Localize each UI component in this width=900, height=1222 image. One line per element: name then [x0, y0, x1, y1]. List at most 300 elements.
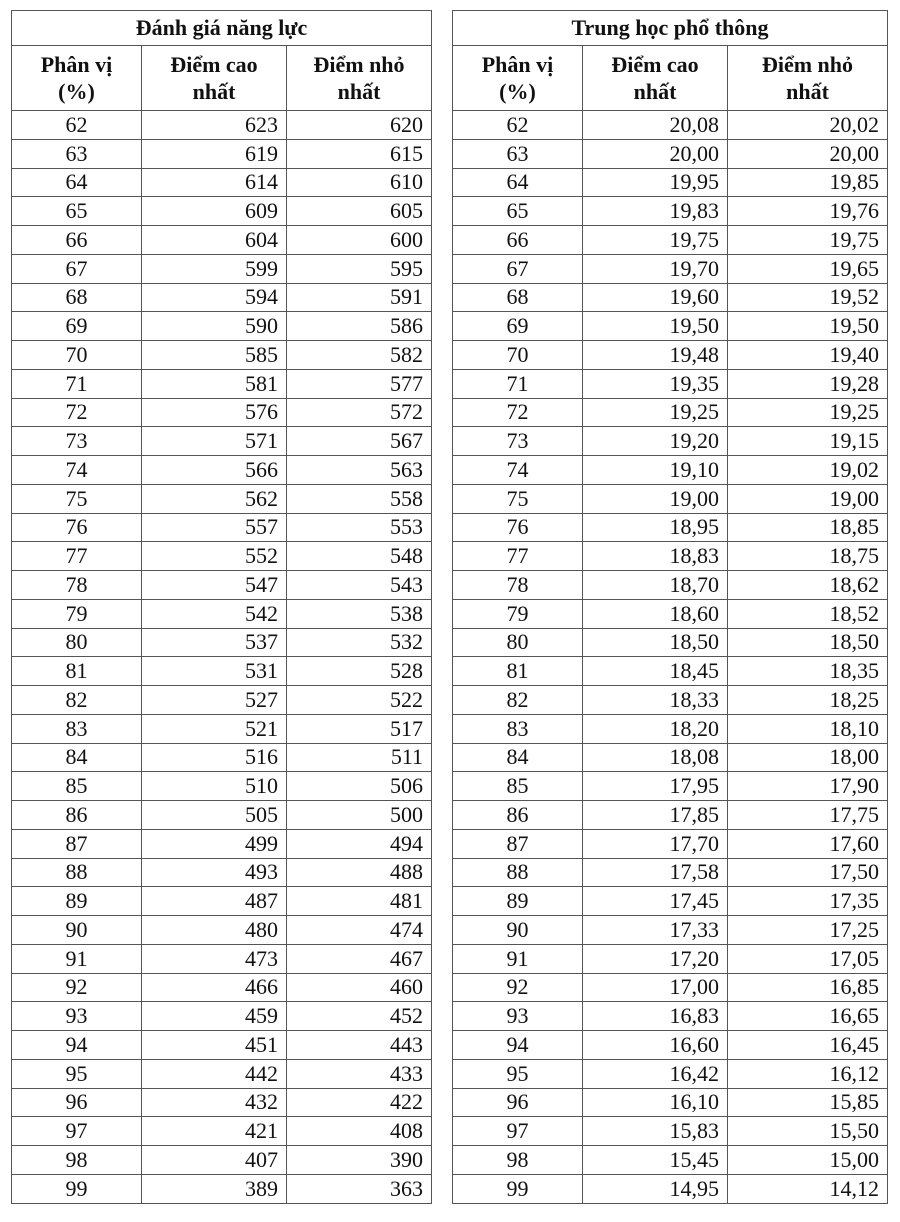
table-row — [12, 1059, 432, 1088]
max-score-cell: 17,20 — [583, 944, 728, 973]
percentile-cell: 69 — [12, 312, 142, 341]
min-score-cell: 548 — [287, 542, 432, 571]
table-row — [453, 139, 888, 168]
min-score-cell: 517 — [287, 714, 432, 743]
table-row — [453, 628, 888, 657]
max-score-cell: 18,20 — [583, 714, 728, 743]
max-score-cell: 15,83 — [583, 1117, 728, 1146]
table-row — [453, 427, 888, 456]
nang-luc-table — [11, 10, 432, 1204]
max-score-cell: 19,48 — [583, 341, 728, 370]
min-score-cell: 553 — [287, 513, 432, 542]
min-score-cell: 18,35 — [728, 657, 888, 686]
table-row — [12, 341, 432, 370]
percentile-cell: 66 — [453, 226, 583, 255]
table-row — [12, 398, 432, 427]
percentile-cell: 87 — [453, 829, 583, 858]
percentile-cell: 79 — [12, 599, 142, 628]
table-row — [453, 484, 888, 513]
max-score-cell: 527 — [142, 686, 287, 715]
min-score-cell: 18,10 — [728, 714, 888, 743]
max-score-cell: 521 — [142, 714, 287, 743]
percentile-cell: 75 — [453, 484, 583, 513]
percentile-cell: 83 — [453, 714, 583, 743]
min-score-cell: 481 — [287, 887, 432, 916]
max-score-cell: 18,33 — [583, 686, 728, 715]
min-score-cell: 18,52 — [728, 599, 888, 628]
min-score-cell: 511 — [287, 743, 432, 772]
min-score-cell: 600 — [287, 226, 432, 255]
percentile-cell: 92 — [12, 973, 142, 1002]
table-row — [12, 283, 432, 312]
percentile-cell: 77 — [453, 542, 583, 571]
min-score-cell: 506 — [287, 772, 432, 801]
percentile-cell: 81 — [12, 657, 142, 686]
min-score-cell: 390 — [287, 1146, 432, 1175]
table-row — [453, 1088, 888, 1117]
max-score-cell: 623 — [142, 111, 287, 140]
table-row — [453, 1002, 888, 1031]
max-score-cell: 19,35 — [583, 369, 728, 398]
max-score-cell: 18,83 — [583, 542, 728, 571]
percentile-cell: 85 — [12, 772, 142, 801]
max-score-cell: 566 — [142, 456, 287, 485]
percentile-cell: 70 — [453, 341, 583, 370]
min-score-cell: 16,12 — [728, 1059, 888, 1088]
min-score-cell: 572 — [287, 398, 432, 427]
percentile-cell: 80 — [453, 628, 583, 657]
max-score-cell: 18,70 — [583, 571, 728, 600]
max-score-cell: 14,95 — [583, 1174, 728, 1203]
table-row — [12, 1117, 432, 1146]
min-score-cell: 443 — [287, 1031, 432, 1060]
max-score-cell: 451 — [142, 1031, 287, 1060]
max-score-cell: 19,20 — [583, 427, 728, 456]
percentile-cell: 88 — [12, 858, 142, 887]
table-row — [12, 801, 432, 830]
table-row — [12, 369, 432, 398]
max-score-cell: 442 — [142, 1059, 287, 1088]
min-score-cell: 620 — [287, 111, 432, 140]
max-score-cell: 585 — [142, 341, 287, 370]
percentile-cell: 99 — [453, 1174, 583, 1203]
max-score-cell: 552 — [142, 542, 287, 571]
min-score-cell: 20,02 — [728, 111, 888, 140]
table-row — [12, 139, 432, 168]
max-score-cell: 18,45 — [583, 657, 728, 686]
max-score-cell: 432 — [142, 1088, 287, 1117]
min-score-cell: 17,90 — [728, 772, 888, 801]
table-row — [12, 973, 432, 1002]
min-score-cell: 488 — [287, 858, 432, 887]
percentile-cell: 81 — [453, 657, 583, 686]
max-score-cell: 19,70 — [583, 254, 728, 283]
table-row — [12, 427, 432, 456]
percentile-cell: 93 — [12, 1002, 142, 1031]
min-score-cell: 422 — [287, 1088, 432, 1117]
table-row — [12, 916, 432, 945]
header-diem-cao: Điểm cao nhất — [142, 46, 287, 111]
max-score-cell: 487 — [142, 887, 287, 916]
table-row — [453, 254, 888, 283]
max-score-cell: 576 — [142, 398, 287, 427]
min-score-cell: 19,85 — [728, 168, 888, 197]
min-score-cell: 18,75 — [728, 542, 888, 571]
max-score-cell: 609 — [142, 197, 287, 226]
table-row — [12, 599, 432, 628]
percentile-cell: 78 — [12, 571, 142, 600]
max-score-cell: 19,75 — [583, 226, 728, 255]
max-score-cell: 499 — [142, 829, 287, 858]
max-score-cell: 516 — [142, 743, 287, 772]
table-row — [12, 686, 432, 715]
min-score-cell: 15,85 — [728, 1088, 888, 1117]
max-score-cell: 421 — [142, 1117, 287, 1146]
max-score-cell: 19,95 — [583, 168, 728, 197]
max-score-cell: 19,10 — [583, 456, 728, 485]
table-row — [12, 484, 432, 513]
max-score-cell: 537 — [142, 628, 287, 657]
percentile-cell: 77 — [12, 542, 142, 571]
percentile-cell: 80 — [12, 628, 142, 657]
min-score-cell: 563 — [287, 456, 432, 485]
percentile-cell: 87 — [12, 829, 142, 858]
table-row — [453, 369, 888, 398]
percentile-cell: 98 — [453, 1146, 583, 1175]
table-row — [12, 1174, 432, 1203]
percentile-cell: 84 — [12, 743, 142, 772]
table-row — [12, 743, 432, 772]
max-score-cell: 19,50 — [583, 312, 728, 341]
table-row — [453, 829, 888, 858]
min-score-cell: 605 — [287, 197, 432, 226]
percentile-cell: 94 — [12, 1031, 142, 1060]
max-score-cell: 18,95 — [583, 513, 728, 542]
min-score-cell: 567 — [287, 427, 432, 456]
max-score-cell: 16,10 — [583, 1088, 728, 1117]
percentile-cell: 74 — [453, 456, 583, 485]
max-score-cell: 466 — [142, 973, 287, 1002]
max-score-cell: 542 — [142, 599, 287, 628]
min-score-cell: 17,05 — [728, 944, 888, 973]
max-score-cell: 19,83 — [583, 197, 728, 226]
table-row — [12, 111, 432, 140]
max-score-cell: 571 — [142, 427, 287, 456]
percentile-cell: 67 — [453, 254, 583, 283]
table-row — [453, 714, 888, 743]
table-row — [453, 686, 888, 715]
min-score-cell: 19,25 — [728, 398, 888, 427]
table-row — [453, 657, 888, 686]
min-score-cell: 17,25 — [728, 916, 888, 945]
percentile-cell: 63 — [453, 139, 583, 168]
max-score-cell: 480 — [142, 916, 287, 945]
min-score-cell: 18,85 — [728, 513, 888, 542]
min-score-cell: 615 — [287, 139, 432, 168]
table-row — [453, 456, 888, 485]
table-row — [12, 1031, 432, 1060]
max-score-cell: 19,60 — [583, 283, 728, 312]
max-score-cell: 17,70 — [583, 829, 728, 858]
header-phan-vi: Phân vị (%) — [453, 46, 583, 111]
max-score-cell: 19,00 — [583, 484, 728, 513]
percentile-cell: 62 — [12, 111, 142, 140]
percentile-cell: 98 — [12, 1146, 142, 1175]
percentile-cell: 73 — [453, 427, 583, 456]
table-row — [453, 513, 888, 542]
max-score-cell: 493 — [142, 858, 287, 887]
min-score-cell: 577 — [287, 369, 432, 398]
percentile-cell: 64 — [453, 168, 583, 197]
table-title: Trung học phổ thông — [453, 11, 888, 46]
percentile-cell: 85 — [453, 772, 583, 801]
percentile-cell: 67 — [12, 254, 142, 283]
table-row — [453, 283, 888, 312]
percentile-cell: 72 — [12, 398, 142, 427]
table-row — [12, 944, 432, 973]
min-score-cell: 591 — [287, 283, 432, 312]
table-row — [453, 571, 888, 600]
percentile-cell: 64 — [12, 168, 142, 197]
min-score-cell: 532 — [287, 628, 432, 657]
percentile-cell: 70 — [12, 341, 142, 370]
min-score-cell: 452 — [287, 1002, 432, 1031]
table-row — [12, 197, 432, 226]
max-score-cell: 599 — [142, 254, 287, 283]
max-score-cell: 619 — [142, 139, 287, 168]
max-score-cell: 510 — [142, 772, 287, 801]
percentile-cell: 65 — [453, 197, 583, 226]
table-row — [453, 599, 888, 628]
percentile-cell: 79 — [453, 599, 583, 628]
table-row — [453, 1117, 888, 1146]
percentile-cell: 68 — [12, 283, 142, 312]
max-score-cell: 17,00 — [583, 973, 728, 1002]
min-score-cell: 19,28 — [728, 369, 888, 398]
max-score-cell: 459 — [142, 1002, 287, 1031]
table-row — [453, 743, 888, 772]
max-score-cell: 531 — [142, 657, 287, 686]
header-diem-cao: Điểm cao nhất — [583, 46, 728, 111]
percentile-cell: 82 — [453, 686, 583, 715]
min-score-cell: 16,65 — [728, 1002, 888, 1031]
table-row — [12, 513, 432, 542]
percentile-cell: 78 — [453, 571, 583, 600]
percentile-cell: 94 — [453, 1031, 583, 1060]
percentile-cell: 86 — [453, 801, 583, 830]
table-row — [12, 829, 432, 858]
table-row — [453, 1059, 888, 1088]
min-score-cell: 538 — [287, 599, 432, 628]
max-score-cell: 557 — [142, 513, 287, 542]
percentile-cell: 90 — [453, 916, 583, 945]
min-score-cell: 363 — [287, 1174, 432, 1203]
table-row — [453, 801, 888, 830]
table-row — [12, 1088, 432, 1117]
percentile-cell: 86 — [12, 801, 142, 830]
percentile-cell: 71 — [453, 369, 583, 398]
table-row — [12, 456, 432, 485]
table-row — [453, 312, 888, 341]
min-score-cell: 15,00 — [728, 1146, 888, 1175]
max-score-cell: 16,83 — [583, 1002, 728, 1031]
min-score-cell: 494 — [287, 829, 432, 858]
min-score-cell: 18,25 — [728, 686, 888, 715]
max-score-cell: 18,08 — [583, 743, 728, 772]
min-score-cell: 18,50 — [728, 628, 888, 657]
percentile-cell: 83 — [12, 714, 142, 743]
table-title: Đánh giá năng lực — [12, 11, 432, 46]
max-score-cell: 15,45 — [583, 1146, 728, 1175]
min-score-cell: 586 — [287, 312, 432, 341]
percentile-cell: 89 — [453, 887, 583, 916]
table-row — [12, 1002, 432, 1031]
table-row — [453, 542, 888, 571]
percentile-cell: 82 — [12, 686, 142, 715]
percentile-cell: 73 — [12, 427, 142, 456]
thpt-table — [452, 10, 888, 1204]
max-score-cell: 473 — [142, 944, 287, 973]
max-score-cell: 17,58 — [583, 858, 728, 887]
min-score-cell: 474 — [287, 916, 432, 945]
min-score-cell: 528 — [287, 657, 432, 686]
max-score-cell: 17,85 — [583, 801, 728, 830]
header-phan-vi: Phân vị (%) — [12, 46, 142, 111]
table-row — [453, 973, 888, 1002]
min-score-cell: 17,75 — [728, 801, 888, 830]
percentile-cell: 76 — [453, 513, 583, 542]
table-row — [453, 168, 888, 197]
min-score-cell: 522 — [287, 686, 432, 715]
table-row — [12, 168, 432, 197]
percentile-cell: 65 — [12, 197, 142, 226]
min-score-cell: 433 — [287, 1059, 432, 1088]
table-row — [12, 772, 432, 801]
min-score-cell: 19,40 — [728, 341, 888, 370]
max-score-cell: 16,60 — [583, 1031, 728, 1060]
table-body — [453, 111, 888, 1204]
max-score-cell: 20,08 — [583, 111, 728, 140]
min-score-cell: 18,62 — [728, 571, 888, 600]
percentile-cell: 89 — [12, 887, 142, 916]
max-score-cell: 407 — [142, 1146, 287, 1175]
max-score-cell: 16,42 — [583, 1059, 728, 1088]
percentile-cell: 90 — [12, 916, 142, 945]
percentile-cell: 99 — [12, 1174, 142, 1203]
percentile-cell: 95 — [12, 1059, 142, 1088]
table-row — [453, 1031, 888, 1060]
table-row — [453, 398, 888, 427]
table-row — [12, 628, 432, 657]
table-row — [453, 772, 888, 801]
min-score-cell: 467 — [287, 944, 432, 973]
max-score-cell: 505 — [142, 801, 287, 830]
min-score-cell: 558 — [287, 484, 432, 513]
min-score-cell: 16,45 — [728, 1031, 888, 1060]
min-score-cell: 15,50 — [728, 1117, 888, 1146]
percentile-cell: 63 — [12, 139, 142, 168]
table-row — [12, 254, 432, 283]
header-diem-nho: Điểm nhỏ nhất — [728, 46, 888, 111]
min-score-cell: 17,60 — [728, 829, 888, 858]
percentile-cell: 92 — [453, 973, 583, 1002]
percentile-cell: 97 — [12, 1117, 142, 1146]
max-score-cell: 389 — [142, 1174, 287, 1203]
max-score-cell: 17,95 — [583, 772, 728, 801]
min-score-cell: 18,00 — [728, 743, 888, 772]
max-score-cell: 18,50 — [583, 628, 728, 657]
max-score-cell: 18,60 — [583, 599, 728, 628]
min-score-cell: 19,50 — [728, 312, 888, 341]
table-row — [453, 226, 888, 255]
min-score-cell: 408 — [287, 1117, 432, 1146]
min-score-cell: 610 — [287, 168, 432, 197]
table-row — [12, 226, 432, 255]
percentile-cell: 84 — [453, 743, 583, 772]
min-score-cell: 16,85 — [728, 973, 888, 1002]
percentile-cell: 72 — [453, 398, 583, 427]
table-row — [12, 571, 432, 600]
min-score-cell: 19,00 — [728, 484, 888, 513]
max-score-cell: 562 — [142, 484, 287, 513]
min-score-cell: 20,00 — [728, 139, 888, 168]
min-score-cell: 543 — [287, 571, 432, 600]
percentile-cell: 69 — [453, 312, 583, 341]
max-score-cell: 594 — [142, 283, 287, 312]
header-diem-nho: Điểm nhỏ nhất — [287, 46, 432, 111]
percentile-cell: 66 — [12, 226, 142, 255]
percentile-cell: 96 — [12, 1088, 142, 1117]
min-score-cell: 14,12 — [728, 1174, 888, 1203]
table-row — [453, 341, 888, 370]
percentile-cell: 97 — [453, 1117, 583, 1146]
table-row — [453, 858, 888, 887]
percentile-cell: 62 — [453, 111, 583, 140]
min-score-cell: 460 — [287, 973, 432, 1002]
table-row — [12, 657, 432, 686]
percentile-cell: 96 — [453, 1088, 583, 1117]
table-row — [12, 1146, 432, 1175]
table-row — [453, 944, 888, 973]
min-score-cell: 19,76 — [728, 197, 888, 226]
max-score-cell: 604 — [142, 226, 287, 255]
table-row — [453, 111, 888, 140]
table-row — [12, 312, 432, 341]
min-score-cell: 19,75 — [728, 226, 888, 255]
max-score-cell: 17,45 — [583, 887, 728, 916]
table-row — [453, 887, 888, 916]
max-score-cell: 20,00 — [583, 139, 728, 168]
max-score-cell: 17,33 — [583, 916, 728, 945]
min-score-cell: 19,65 — [728, 254, 888, 283]
table-row — [453, 197, 888, 226]
percentile-cell: 68 — [453, 283, 583, 312]
percentile-cell: 91 — [453, 944, 583, 973]
table-body — [12, 111, 432, 1204]
max-score-cell: 19,25 — [583, 398, 728, 427]
min-score-cell: 17,35 — [728, 887, 888, 916]
table-row — [12, 858, 432, 887]
max-score-cell: 547 — [142, 571, 287, 600]
min-score-cell: 19,52 — [728, 283, 888, 312]
table-row — [453, 916, 888, 945]
min-score-cell: 19,15 — [728, 427, 888, 456]
max-score-cell: 590 — [142, 312, 287, 341]
table-row — [12, 887, 432, 916]
percentile-cell: 91 — [12, 944, 142, 973]
percentile-cell: 71 — [12, 369, 142, 398]
percentile-cell: 93 — [453, 1002, 583, 1031]
